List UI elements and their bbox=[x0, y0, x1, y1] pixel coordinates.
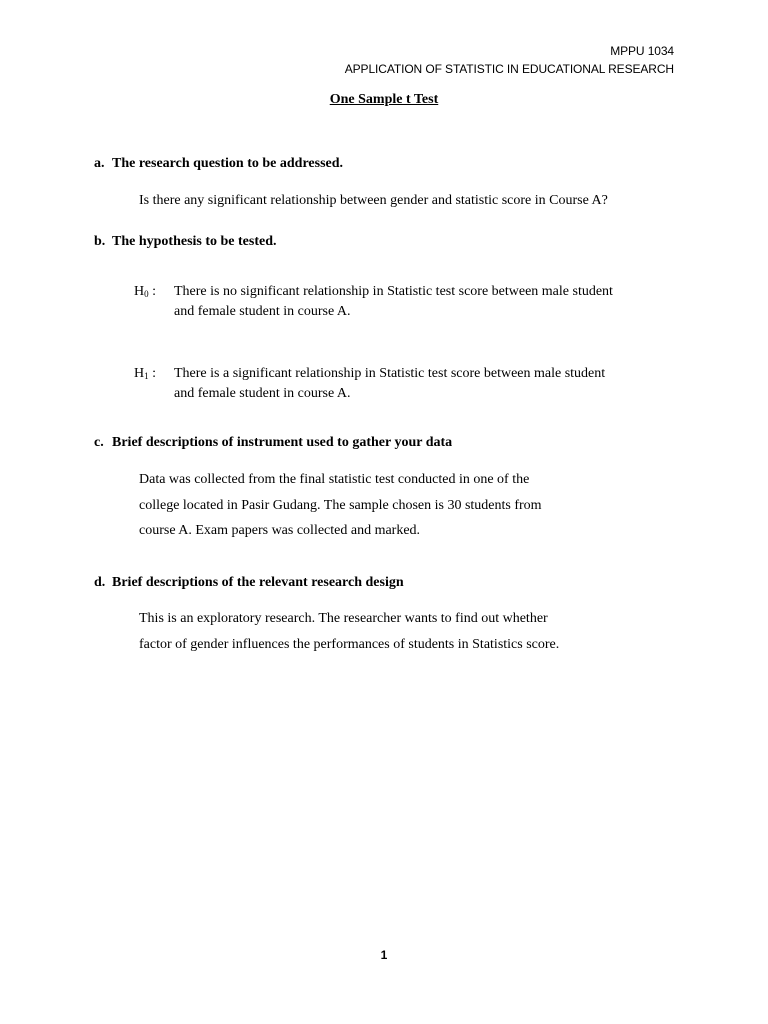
section-c-line-1: Data was collected from the final statistic test conducted in one of the bbox=[139, 472, 530, 487]
page-number: 1 bbox=[380, 948, 388, 962]
section-c-line-2: college located in Pasir Gudang. The sample chosen is 30 students from bbox=[139, 498, 542, 513]
section-a-letter: a. bbox=[94, 156, 105, 171]
alternative-hypothesis-text bbox=[174, 364, 674, 404]
section-a-heading-text: The research question to be addressed. bbox=[112, 156, 344, 171]
null-hypothesis-symbol: $H_0$ : bbox=[134, 284, 157, 299]
null-hypothesis-line-2: and female student in course A. bbox=[174, 304, 351, 319]
course-title: APPLICATION OF STATISTIC IN EDUCATIONAL RESEARCH bbox=[344, 62, 674, 76]
section-c-line-3: course A. Exam papers was collected and marked. bbox=[139, 523, 421, 538]
document-title-text: One Sample t Test bbox=[329, 92, 439, 107]
section-c-heading-text: Brief descriptions of instrument used to gather your data bbox=[112, 435, 453, 450]
section-a-text: Is there any significant relationship between gender and statistic score in Course A? bbox=[139, 193, 608, 208]
document-title bbox=[0, 92, 768, 108]
section-c-heading bbox=[94, 434, 452, 452]
page-header bbox=[345, 42, 674, 78]
section-b-heading-text: The hypothesis to be tested. bbox=[112, 234, 277, 249]
alternative-hypothesis-symbol: $H_1$ : bbox=[134, 366, 157, 381]
section-b-letter: b. bbox=[94, 234, 106, 249]
alternative-hypothesis-line-2: and female student in course A. bbox=[174, 386, 351, 401]
section-c-letter: c. bbox=[94, 435, 104, 450]
section-b-heading bbox=[94, 233, 277, 251]
section-d-heading-text: Brief descriptions of the relevant research design bbox=[112, 575, 404, 590]
null-hypothesis-text bbox=[174, 282, 674, 322]
course-code: MPPU 1034 bbox=[610, 44, 674, 58]
section-a-heading bbox=[94, 155, 343, 173]
section-d-line-2: factor of gender influences the performances of students in Statistics score. bbox=[139, 637, 560, 652]
section-d-line-1: This is an exploratory research. The researcher wants to find out whether bbox=[139, 611, 548, 626]
section-d-letter: d. bbox=[94, 575, 106, 590]
section-d-heading bbox=[94, 574, 404, 592]
alternative-hypothesis-line-1: There is a significant relationship in Statistic test score between male student bbox=[174, 366, 606, 381]
null-hypothesis-line-1: There is no significant relationship in Statistic test score between male student bbox=[174, 284, 613, 299]
